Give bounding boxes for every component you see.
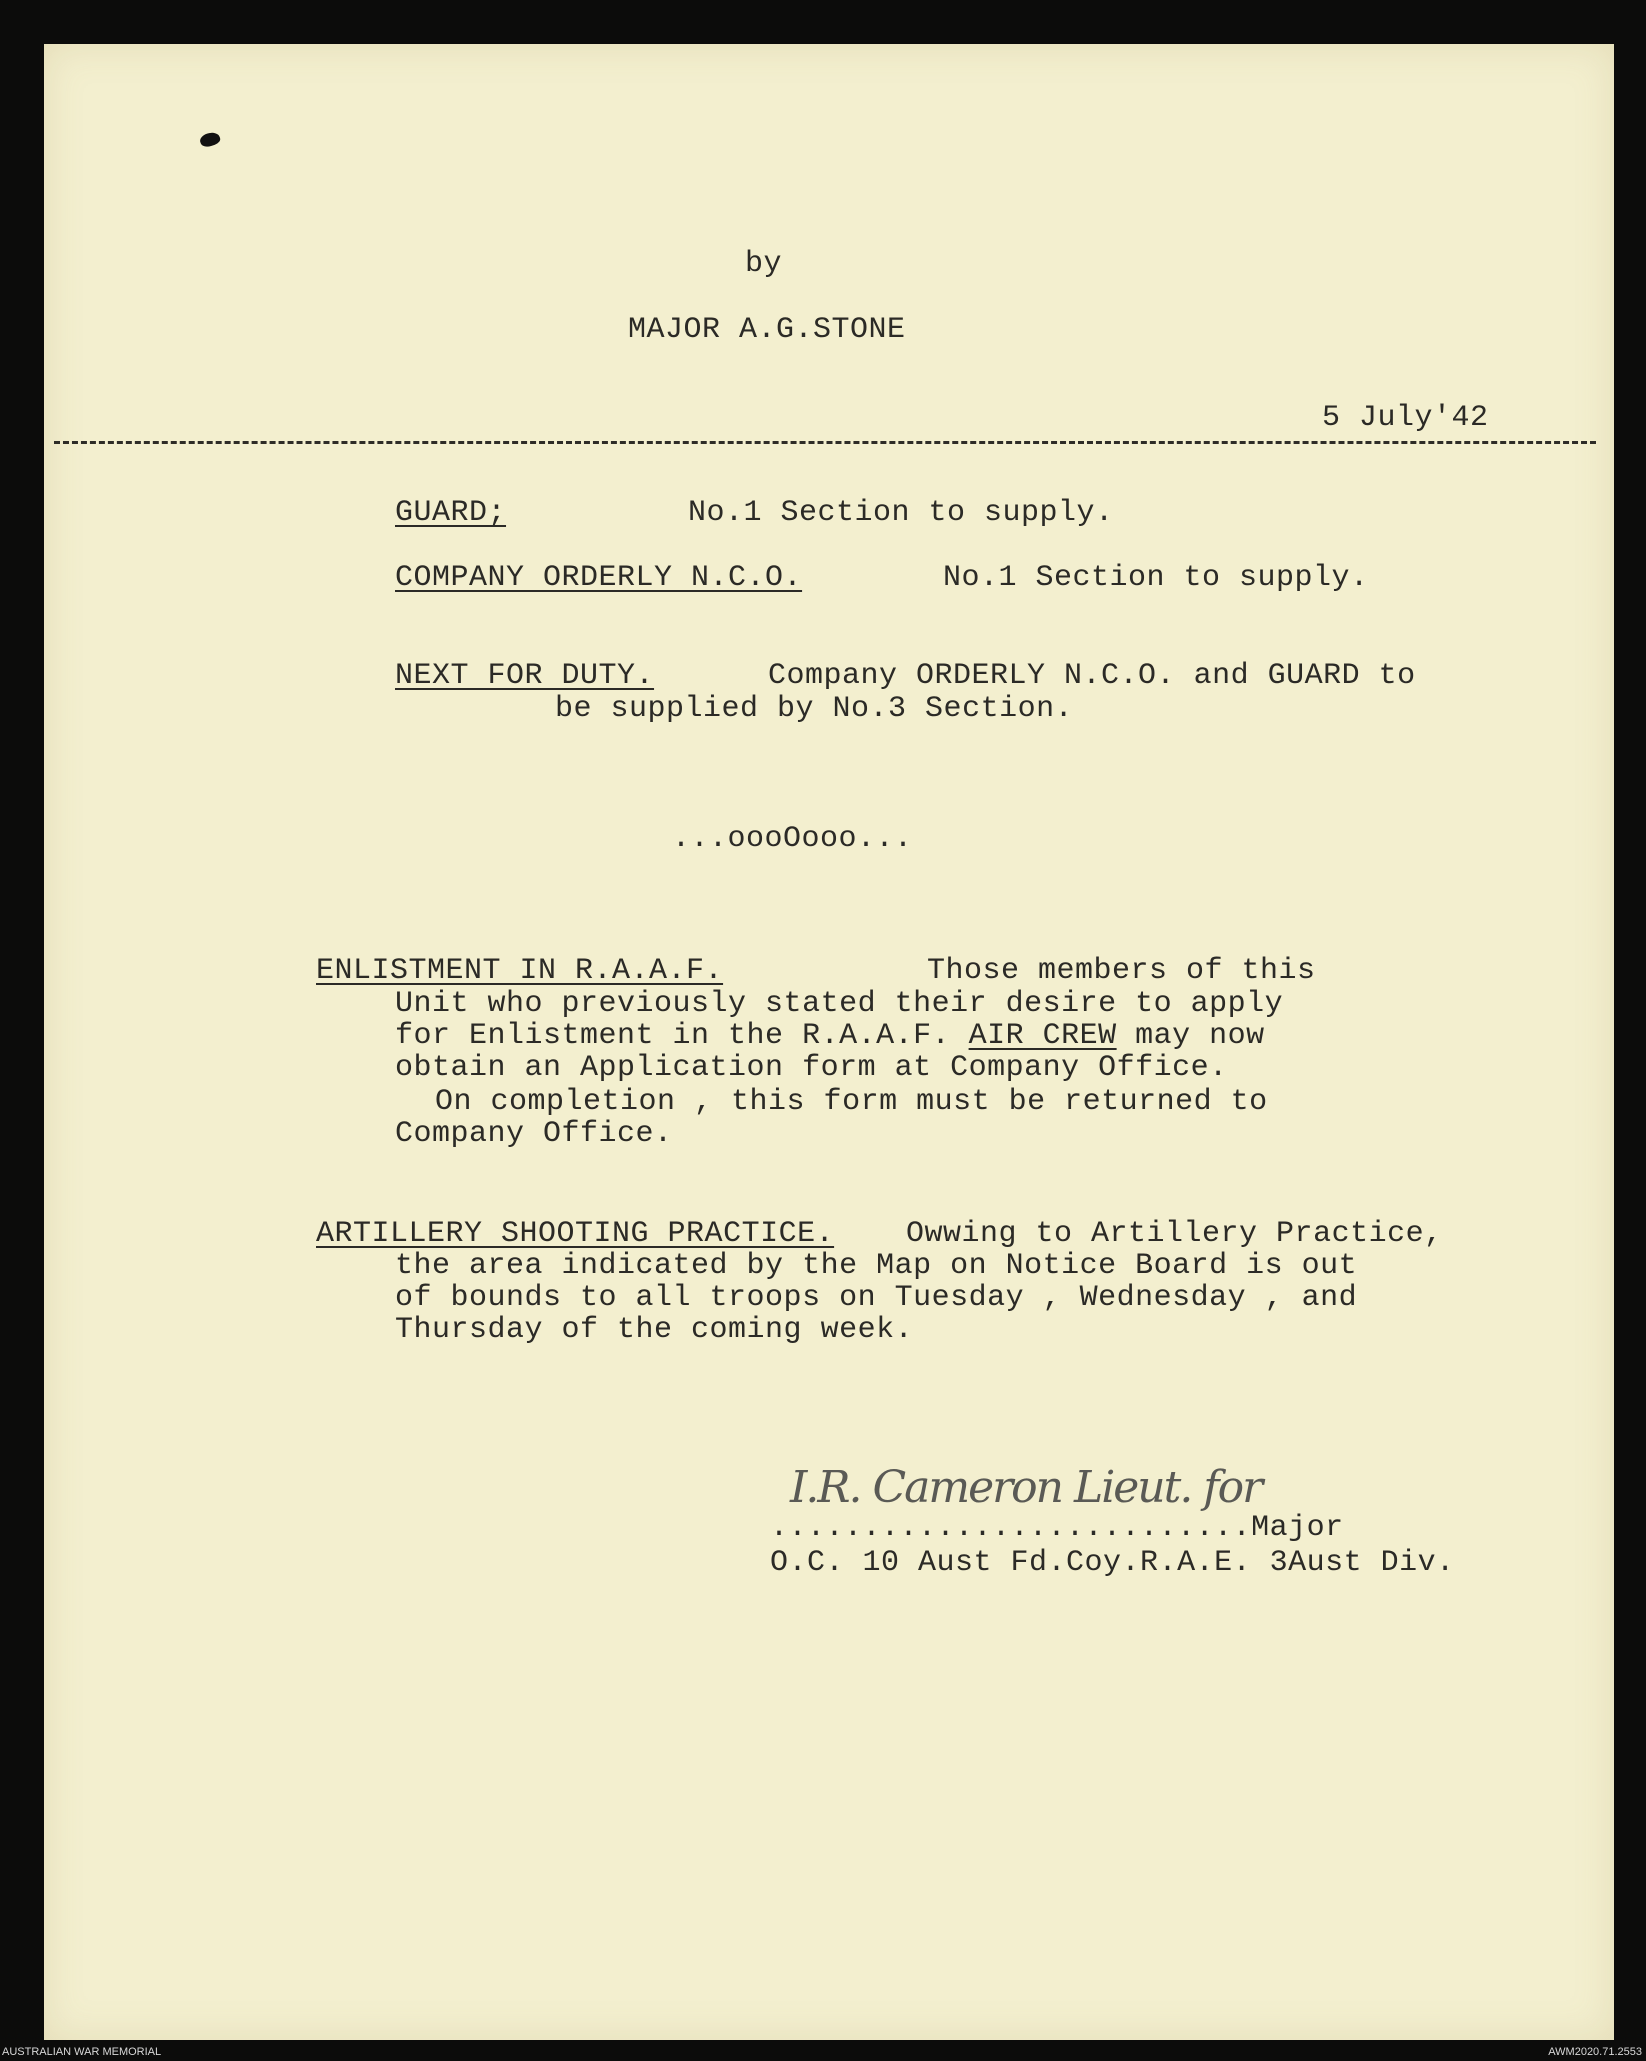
signature-title: O.C. 10 Aust Fd.Coy.R.A.E. 3Aust Div. — [770, 1546, 1455, 1580]
enlistment-line-2: Unit who previously stated their desire to apply — [395, 987, 1284, 1021]
nco-label: COMPANY ORDERLY N.C.O. — [395, 561, 803, 595]
enlistment-line-5: On completion , this form must be returned to — [435, 1085, 1268, 1119]
enlistment-line-3c: may now — [1116, 1019, 1265, 1053]
enlistment-line-3 — [395, 1020, 1265, 1052]
enlistment-label: ENLISTMENT IN R.A.A.F. — [316, 954, 724, 988]
enlistment-line-6: Company Office. — [395, 1117, 673, 1151]
author-line: MAJOR A.G.STONE — [628, 313, 906, 347]
document-date: 5 July'42 — [1322, 401, 1489, 435]
artillery-label: ARTILLERY SHOOTING PRACTICE. — [316, 1217, 835, 1251]
air-crew-text: AIR CREW — [968, 1019, 1117, 1053]
header-divider — [54, 441, 1596, 444]
footer-right-id: AWM2020.71.2553 — [1548, 2046, 1642, 2058]
by-line: by — [745, 247, 783, 281]
guard-text: No.1 Section to supply. — [688, 496, 1114, 530]
enlistment-line-4: obtain an Application form at Company Office. — [395, 1051, 1228, 1085]
signature-dotted-line: ..........................Major — [770, 1511, 1344, 1545]
guard-label: GUARD; — [395, 496, 507, 530]
next-duty-label: NEXT FOR DUTY. — [395, 659, 655, 693]
next-duty-text-2: be supplied by No.3 Section. — [555, 692, 1074, 726]
artillery-line-2: the area indicated by the Map on Notice Board is out — [395, 1249, 1358, 1283]
section-separator: ...oooOooo... — [672, 822, 913, 856]
enlistment-line-3a: for Enlistment in the R.A.A.F. — [395, 1019, 969, 1053]
artillery-line-1: Owwing to Artillery Practice, — [906, 1217, 1443, 1251]
enlistment-line-1: Those members of this — [927, 954, 1316, 988]
footer-left-credit: AUSTRALIAN WAR MEMORIAL — [2, 2046, 162, 2058]
next-duty-text-1: Company ORDERLY N.C.O. and GUARD to — [768, 659, 1416, 693]
artillery-line-4: Thursday of the coming week. — [395, 1313, 914, 1347]
handwritten-signature: I.R. Cameron Lieut. for — [790, 1462, 1262, 1513]
artillery-line-3: of bounds to all troops on Tuesday , Wednesday , and — [395, 1281, 1358, 1315]
nco-text: No.1 Section to supply. — [943, 561, 1369, 595]
